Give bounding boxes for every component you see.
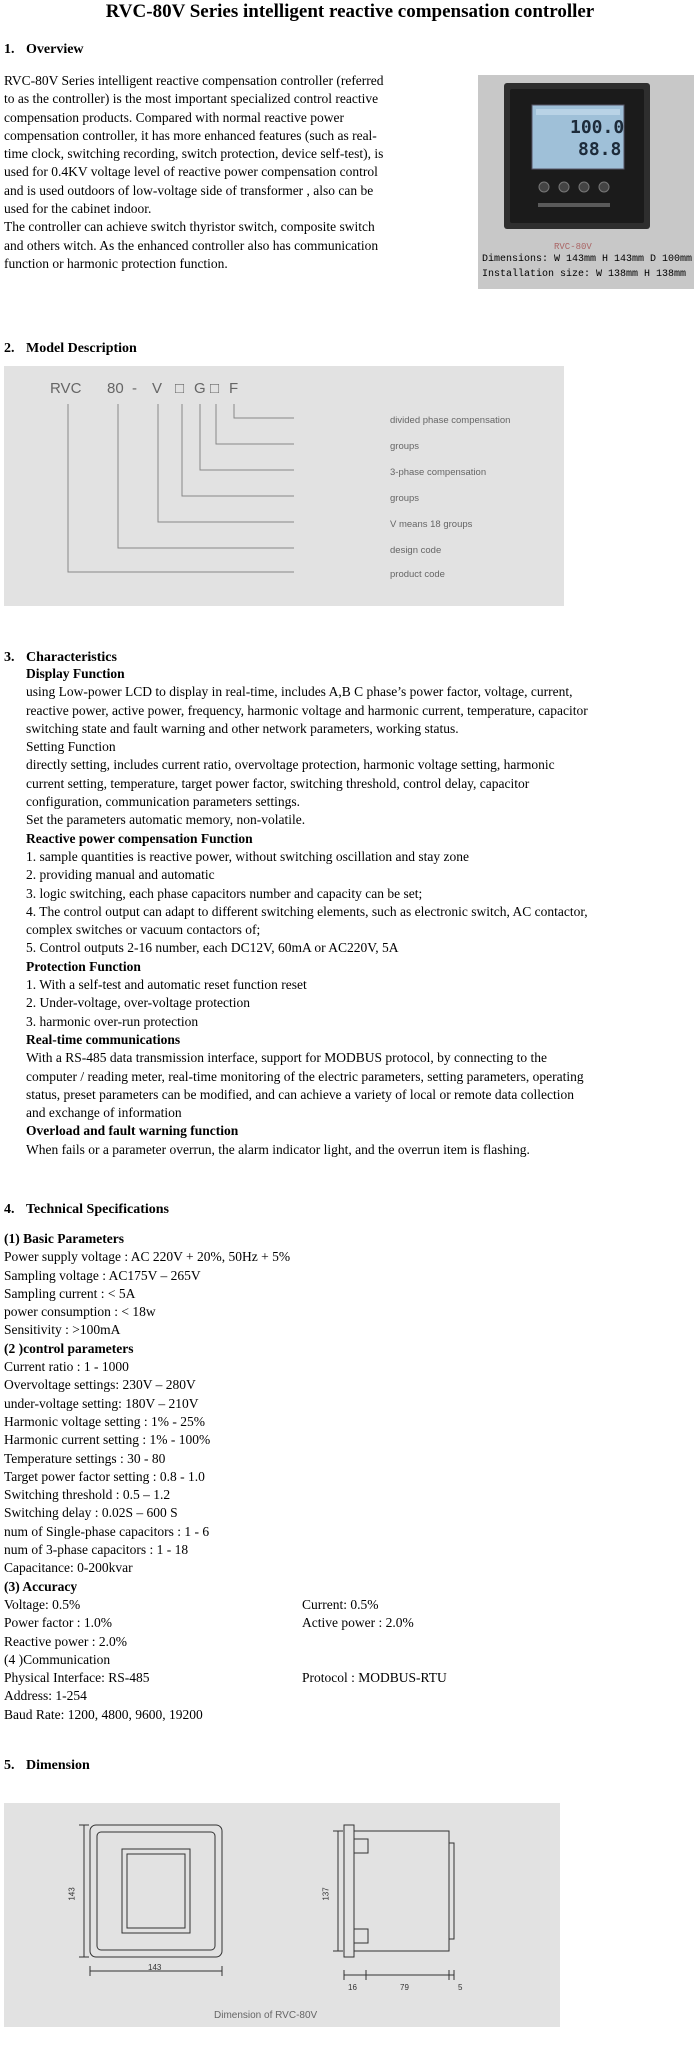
spec-line-text: (1) Basic Parameters bbox=[4, 1231, 124, 1246]
characteristics-line-text: Real-time communications bbox=[26, 1031, 181, 1047]
lcd-value-bottom: 88.8 bbox=[578, 139, 622, 160]
section-title: Characteristics bbox=[26, 650, 117, 665]
characteristics-line-text: Display Function bbox=[26, 666, 125, 681]
spec-line-text: Capacitance: 0-200kvar bbox=[4, 1560, 133, 1576]
spec-line bbox=[4, 1669, 694, 1687]
dimensions-label: Dimensions: W 143mm H 143mm D 100mm bbox=[482, 254, 693, 265]
spec-line-text: num of 3-phase capacitors : 1 - 18 bbox=[4, 1542, 189, 1558]
spec-line bbox=[4, 1230, 694, 1248]
overview-line: RVC-80V Series intelligent reactive compensation controller (referred bbox=[4, 73, 384, 88]
characteristics-line-text: 2. Under-voltage, over-voltage protection bbox=[26, 995, 251, 1011]
spec-line bbox=[4, 1541, 694, 1559]
spec-line bbox=[4, 1633, 694, 1651]
characteristics-line bbox=[4, 1141, 694, 1159]
spec-line bbox=[4, 1376, 694, 1394]
section-title: Model Description bbox=[26, 341, 137, 356]
model-label-groups-2: groups bbox=[390, 493, 420, 504]
model-code-dash: - bbox=[132, 380, 137, 397]
characteristics-line-text: When fails or a parameter overrun, the alarm indicator light, and the overrun item is flashing. bbox=[26, 1141, 530, 1157]
characteristics-line bbox=[4, 903, 694, 921]
spec-line-text: Baud Rate: 1200, 4800, 9600, 19200 bbox=[4, 1706, 203, 1722]
spec-line bbox=[4, 1559, 694, 1577]
characteristics-line-text: Setting Function bbox=[26, 739, 116, 755]
characteristics-line bbox=[4, 1049, 694, 1067]
characteristics-line bbox=[4, 866, 694, 884]
model-code-rvc: RVC bbox=[50, 380, 82, 397]
spec-line-text: Physical Interface: RS-485 bbox=[4, 1670, 150, 1686]
spec-line bbox=[4, 1303, 694, 1321]
spec-line bbox=[4, 1358, 694, 1376]
spec-line-text: Power supply voltage : AC 220V + 20%, 50Hz + 5% bbox=[4, 1249, 291, 1265]
product-model-label: RVC-80V bbox=[554, 242, 592, 252]
section-number: 4. bbox=[4, 1202, 15, 1217]
model-label-3-phase: 3-phase compensation bbox=[390, 467, 487, 478]
characteristics-line bbox=[4, 958, 694, 976]
model-code-g: G bbox=[194, 380, 206, 397]
spec-line-text: Harmonic voltage setting : 1% - 25% bbox=[4, 1413, 205, 1429]
model-label-design-code: design code bbox=[390, 545, 442, 556]
spec-line-text: (2 )control parameters bbox=[4, 1340, 134, 1356]
model-heading bbox=[4, 340, 137, 358]
spec-line bbox=[4, 1706, 694, 1724]
dimension-drawing bbox=[4, 1803, 560, 2027]
model-label-groups-1: groups bbox=[390, 441, 420, 452]
section-title: Overview bbox=[26, 42, 84, 57]
dimension-caption: Dimension of RVC-80V bbox=[214, 2010, 318, 2021]
characteristics-line bbox=[4, 738, 694, 756]
spec-line bbox=[4, 1596, 694, 1614]
model-code-lines bbox=[4, 366, 564, 606]
characteristics-line bbox=[4, 885, 694, 903]
spec-line-text: Voltage: 0.5% bbox=[4, 1596, 81, 1612]
product-image bbox=[478, 75, 694, 289]
front-width-label: 143 bbox=[148, 1963, 162, 1972]
overview-line: to as the controller) is the most important specialized control reactive bbox=[4, 91, 379, 107]
characteristics-text bbox=[4, 665, 694, 1159]
lcd-value-top: 100.0 bbox=[570, 117, 625, 138]
overview-line: used for the cabinet indoor. bbox=[4, 201, 152, 217]
characteristics-line bbox=[4, 1068, 694, 1086]
characteristics-line-text: Reactive power compensation Function bbox=[26, 830, 253, 846]
overview-line: compensation controller, it has more enhanced features (such as real- bbox=[4, 127, 377, 143]
side-depth-3-label: 5 bbox=[458, 1983, 463, 1992]
characteristics-line-text: With a RS-485 data transmission interface, support for MODBUS protocol, by connecting to the bbox=[26, 1050, 547, 1066]
spec-line-text: Address: 1-254 bbox=[4, 1688, 87, 1704]
spec-line-text: (3) Accuracy bbox=[4, 1578, 78, 1594]
characteristics-line bbox=[4, 1104, 694, 1122]
spec-line bbox=[4, 1578, 694, 1596]
section-title: Technical Specifications bbox=[26, 1202, 169, 1217]
characteristics-line bbox=[4, 1013, 694, 1031]
spec-line bbox=[4, 1468, 694, 1486]
dimension-heading bbox=[4, 1757, 90, 1775]
spec-line bbox=[4, 1248, 694, 1266]
characteristics-line-text: Protection Function bbox=[26, 958, 141, 974]
model-label-divided-phase: divided phase compensation bbox=[390, 415, 511, 426]
overview-line: The controller can achieve switch thyristor switch, composite switch bbox=[4, 219, 375, 235]
characteristics-line bbox=[4, 665, 694, 683]
spec-line-text: under-voltage setting: 180V – 210V bbox=[4, 1395, 199, 1411]
spec-line-text: Sampling current : < 5A bbox=[4, 1285, 136, 1301]
model-code-box1: □ bbox=[175, 380, 185, 397]
spec-line-text: power consumption : < 18w bbox=[4, 1304, 156, 1320]
characteristics-line bbox=[4, 775, 694, 793]
front-height-label: 143 bbox=[67, 1887, 77, 1901]
side-depth-2-label: 79 bbox=[400, 1983, 409, 1992]
characteristics-line bbox=[4, 756, 694, 774]
characteristics-line-text: switching state and fault warning and other network parameters, working status. bbox=[26, 720, 459, 736]
characteristics-line bbox=[4, 994, 694, 1012]
spec-line-text: Overvoltage settings: 230V – 280V bbox=[4, 1377, 196, 1393]
dimension-diagram bbox=[4, 1803, 560, 2027]
spec-line bbox=[4, 1523, 694, 1541]
model-code-80: 80 bbox=[107, 380, 124, 397]
characteristics-line-text: current setting, temperature, target power factor, switching threshold, control delay, capacitor bbox=[26, 775, 530, 791]
spec-line bbox=[4, 1504, 694, 1522]
characteristics-line-text: directly setting, includes current ratio, overvoltage protection, harmonic voltage setting, harmonic bbox=[26, 757, 555, 773]
section-number: 2. bbox=[4, 341, 15, 356]
characteristics-line-text: 1. sample quantities is reactive power, without switching oscillation and stay zone bbox=[26, 848, 469, 864]
characteristics-line-text: 3. harmonic over-run protection bbox=[26, 1013, 199, 1029]
spec-line-text: Temperature settings : 30 - 80 bbox=[4, 1450, 166, 1466]
characteristics-line-text: complex switches or vacuum contactors of; bbox=[26, 922, 261, 938]
side-height-label: 137 bbox=[321, 1887, 331, 1901]
characteristics-line bbox=[4, 793, 694, 811]
characteristics-line bbox=[4, 1031, 694, 1049]
model-label-product-code: product code bbox=[390, 569, 445, 580]
characteristics-line bbox=[4, 848, 694, 866]
spec-line bbox=[4, 1413, 694, 1431]
model-code-box2: □ bbox=[210, 380, 220, 397]
characteristics-line bbox=[4, 683, 694, 701]
spec-line-text: (4 )Communication bbox=[4, 1651, 111, 1667]
characteristics-line bbox=[4, 1086, 694, 1104]
characteristics-line-text: Overload and fault warning function bbox=[26, 1123, 239, 1139]
characteristics-line-text: 4. The control output can adapt to different switching elements, such as electronic switch, AC contactor, bbox=[26, 903, 588, 919]
spec-line bbox=[4, 1614, 694, 1632]
model-diagram bbox=[4, 366, 564, 606]
spec-line bbox=[4, 1651, 694, 1669]
model-label-v-18-groups: V means 18 groups bbox=[390, 519, 473, 530]
spec-line bbox=[4, 1285, 694, 1303]
overview-heading bbox=[4, 41, 84, 59]
spec-line-right: Current: 0.5% bbox=[302, 1596, 379, 1612]
characteristics-line-text: computer / reading meter, real-time monitoring of the electric parameters, setting parameters, operating bbox=[26, 1068, 584, 1084]
section-title: Dimension bbox=[26, 1758, 90, 1773]
overview-line: and is used outdoors of low-voltage side of transformer , also can be bbox=[4, 182, 374, 198]
characteristics-line-text: 5. Control outputs 2-16 number, each DC12V, 60mA or AC220V, 5A bbox=[26, 940, 399, 956]
spec-line-text: Target power factor setting : 0.8 - 1.0 bbox=[4, 1468, 205, 1484]
page-title: RVC-80V Series intelligent reactive compensation controller bbox=[105, 1, 595, 22]
side-depth-1-label: 16 bbox=[348, 1983, 357, 1992]
characteristics-line bbox=[4, 720, 694, 738]
spec-line-text: Sampling voltage : AC175V – 265V bbox=[4, 1267, 201, 1283]
model-code-v: V bbox=[152, 380, 163, 397]
characteristics-line-text: Set the parameters automatic memory, non-volatile. bbox=[26, 812, 306, 828]
characteristics-line bbox=[4, 830, 694, 848]
spec-line-text: num of Single-phase capacitors : 1 - 6 bbox=[4, 1523, 210, 1539]
spec-line-text: Reactive power : 2.0% bbox=[4, 1633, 127, 1649]
overview-text bbox=[4, 72, 474, 273]
section-number: 1. bbox=[4, 42, 15, 57]
section-number: 5. bbox=[4, 1758, 15, 1773]
characteristics-line bbox=[4, 811, 694, 829]
spec-line-text: Switching threshold : 0.5 – 1.2 bbox=[4, 1487, 171, 1503]
installation-label: Installation size: W 138mm H 138mm bbox=[482, 269, 687, 280]
overview-line: time clock, switching recording, switch protection, device self-test), is bbox=[4, 146, 384, 162]
spec-line-right: Protocol : MODBUS-RTU bbox=[302, 1670, 447, 1686]
overview-line: used for 0.4KV voltage level of reactive power compensation control bbox=[4, 164, 378, 180]
spec-line bbox=[4, 1486, 694, 1504]
spec-line-text: Current ratio : 1 - 1000 bbox=[4, 1359, 129, 1375]
characteristics-line bbox=[4, 1122, 694, 1140]
section-number: 3. bbox=[4, 650, 15, 665]
specs-heading bbox=[4, 1201, 169, 1219]
spec-line bbox=[4, 1267, 694, 1285]
characteristics-line bbox=[4, 976, 694, 994]
characteristics-line bbox=[4, 921, 694, 939]
spec-line-text: Switching delay : 0.02S – 600 S bbox=[4, 1505, 178, 1521]
overview-line: function or harmonic protection function. bbox=[4, 255, 228, 271]
spec-line bbox=[4, 1340, 694, 1358]
spec-line bbox=[4, 1395, 694, 1413]
characteristics-line-text: using Low-power LCD to display in real-time, includes A,B C phase’s power factor, voltage, current, bbox=[26, 684, 573, 700]
characteristics-line-text: reactive power, active power, frequency, harmonic voltage and harmonic current, temperature, capacitor bbox=[26, 702, 588, 718]
characteristics-line bbox=[4, 939, 694, 957]
spec-line-text: Harmonic current setting : 1% - 100% bbox=[4, 1432, 211, 1448]
spec-line bbox=[4, 1450, 694, 1468]
characteristics-line bbox=[4, 702, 694, 720]
characteristics-line-text: 3. logic switching, each phase capacitors number and capacity can be set; bbox=[26, 885, 423, 901]
characteristics-line-text: 2. providing manual and automatic bbox=[26, 867, 215, 883]
spec-line-text: Power factor : 1.0% bbox=[4, 1615, 112, 1631]
spec-line-right: Active power : 2.0% bbox=[302, 1615, 414, 1631]
characteristics-line-text: status, preset parameters can be modified, and can achieve a variety of local or remote data collection bbox=[26, 1086, 575, 1102]
spec-line-text: Sensitivity : >100mA bbox=[4, 1322, 121, 1338]
spec-line bbox=[4, 1687, 694, 1705]
model-code-f: F bbox=[229, 380, 239, 397]
overview-line: and others witch. As the enhanced controller also has communication bbox=[4, 237, 379, 253]
characteristics-line-text: 1. With a self-test and automatic reset function reset bbox=[26, 977, 307, 993]
characteristics-line-text: configuration, communication parameters settings. bbox=[26, 794, 301, 810]
specs-text bbox=[4, 1230, 694, 1724]
characteristics-line-text: and exchange of information bbox=[26, 1105, 182, 1121]
spec-line bbox=[4, 1321, 694, 1339]
spec-line bbox=[4, 1431, 694, 1449]
overview-line: compensation products. Compared with normal reactive power bbox=[4, 109, 345, 125]
